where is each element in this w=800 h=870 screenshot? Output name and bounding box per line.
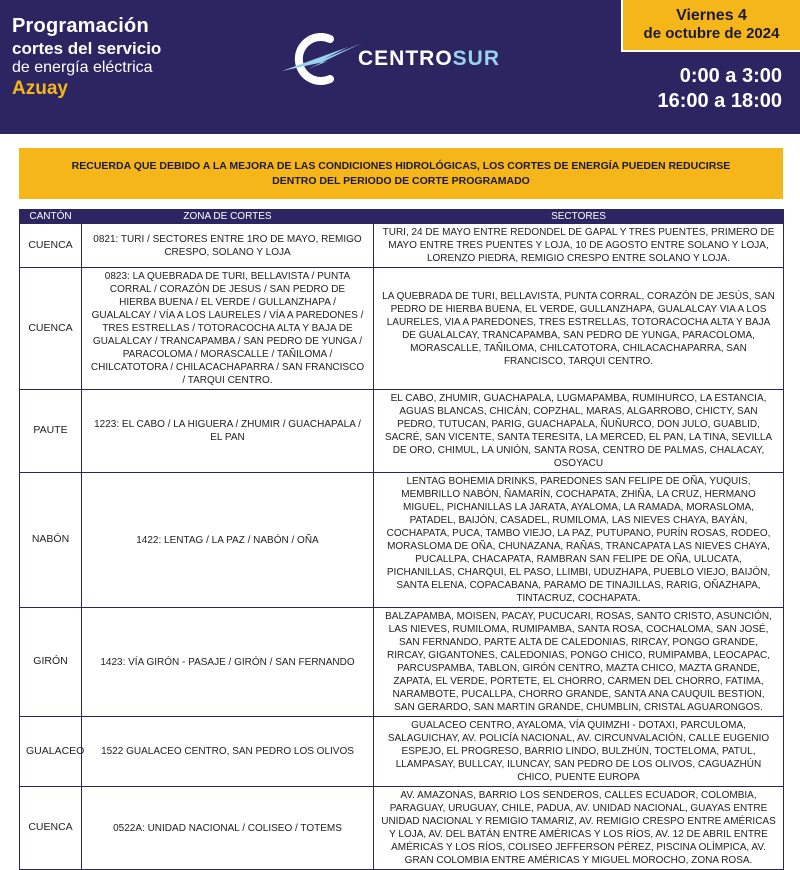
header-band [0,0,800,134]
lightning-c-icon [278,33,368,85]
table-row [20,473,784,608]
date-box [621,0,800,52]
table-row [20,717,784,787]
time-slots [657,64,782,114]
column-header-canton: CANTÓN [20,210,82,224]
column-header-zona: ZONA DE CORTES [82,210,374,224]
zona-cell: 0522A: UNIDAD NACIONAL / COLISEO / TOTEMS [82,787,374,870]
table-header-row [20,210,784,224]
table-row [20,608,784,717]
notice-text: RECUERDA QUE DEBIDO A LA MEJORA DE LAS CONDICIONES HIDROLÓGICAS, LOS CORTES DE ENERGÍA PUEDEN REDUCIRSE DENTRO DEL PERIODO DE CORTE PROGRAMADO [71,160,731,187]
sectores-cell: GUALACEO CENTRO, AYALOMA, VÍA QUIMZHI - DOTAXI, PARCULOMA, SALAGUICHAY, AV. POLICÍA NACIONAL, AV. CIRCUNVALACIÓN, CALLE EUGENIO ESPEJO, EL PROGRESO, BARRIO LINDO, BULZHÚN, TOCTELOMA, PATUL, LLAMPASAY, BULLCAY, ILUNCAY, SAN PEDRO DE LOS OLIVOS, CAGUAZHÚN CHICO, PUENTE EUROPA [374,717,784,787]
zona-cell: 1423: VÍA GIRÓN - PASAJE / GIRÓN / SAN FERNANDO [82,608,374,717]
outage-table-container [19,209,783,870]
canton-cell: NABÓN [20,473,82,608]
zona-cell: 1223: EL CABO / LA HIGUERA / ZHUMIR / GUACHAPALA / EL PAN [82,390,374,473]
zona-cell: 0823: LA QUEBRADA DE TURI, BELLAVISTA / PUNTA CORRAL / CORAZÓN DE JESUS / SAN PEDRO DE HIERBA BUENA / EL VERDE / GULLANZHAPA / GUALALCAY / VÍA A LOS LAURELES / VÍA A PAREDONES / TRES ESTRELLAS / TOTORACOCHA ALTA Y BAJA DE GUALALCAY / TRANCAPAMBA / SAN PEDRO DE YUNGA / PARACOLOMA / MORASCALLE / TAÑILOMA / CHILCATOTORA / CHILACACHAPARRA / SAN FRANCISCO / TARQUI CENTRO. [82,268,374,390]
column-header-sectores: SECTORES [374,210,784,224]
sectores-cell: AV. AMAZONAS, BARRIO LOS SENDEROS, CALLES ECUADOR, COLOMBIA, PARAGUAY, URUGUAY, CHILE, PADUA, AV. UNIDAD NACIONAL, GUAYAS ENTRE UNIDAD NACIONAL Y REMIGIO TAMARIZ, AV. REMIGIO CRESPO ENTRE AMÉRICAS Y LOJA, AV. DEL BATÁN ENTRE AMÉRICAS Y LOS RÍOS, AV. 12 DE ABRIL ENTRE AMÉRICAS Y LOS RÍOS, COLISEO JEFFERSON PÉREZ, PISCINA OLÍMPICA, AV. GRAN COLOMBIA ENTRE AMÉRICAS Y MIGUEL MOROCHO, ZONA ROSA. [374,787,784,870]
time-slot-1: 0:00 a 3:00 [679,65,782,87]
canton-cell: PAUTE [20,390,82,473]
time-slot-2: 16:00 a 18:00 [657,90,782,112]
date-weekday: Viernes 4 [676,7,747,24]
title-line-2: cortes del servicio [12,39,162,58]
table-row [20,224,784,268]
logo-text-accent: SUR [452,47,501,70]
canton-cell: CUENCA [20,268,82,390]
table-row [20,390,784,473]
header-title-block [12,16,161,98]
centrosur-logo [278,33,518,83]
canton-cell: GIRÓN [20,608,82,717]
province-name: Azuay [12,78,68,99]
sectores-cell: TURI, 24 DE MAYO ENTRE REDONDEL DE GAPAL Y TRES PUENTES, PRIMERO DE MAYO ENTRE TRES PUENTES Y LOJA, 10 DE AGOSTO ENTRE SOLANO Y LOJA, LORENZO PIEDRA, REMIGIO CRESPO ENTRE SOLANO Y LOJA. [374,224,784,268]
canton-cell: CUENCA [20,787,82,870]
sectores-cell: EL CABO, ZHUMIR, GUACHAPALA, LUGMAPAMBA, RUMIHURCO, LA ESTANCIA, AGUAS BLANCAS, CHICÁN, COPZHAL, MARAS, ALGARROBO, CHICTY, SAN PEDRO, TUTUCAN, PARIG, GUACHAPALA, ÑUÑURCO, DON JULO, GUABLID, SACRÉ, SAN VICENTE, SANTA TERESITA, LA MERCED, EL PAN, LA TINA, SEVILLA DE ORO, CHIMUL, LA UNIÓN, SANTA ROSA, CENTRO DE PALMAS, CHALACAY, OSOYACU [374,390,784,473]
date-month-year: de octubre de 2024 [643,25,780,43]
zona-cell: 1522 GUALACEO CENTRO, SAN PEDRO LOS OLIVOS [82,717,374,787]
sectores-cell: BALZAPAMBA, MOISEN, PACAY, PUCUCARI, ROSAS, SANTO CRISTO, ASUNCIÓN, LAS NIEVES, RUMILOMA, RUMIPAMBA, SANTA ROSA, COCHALOMA, SAN JOSÉ, SAN FERNANDO, PARTE ALTA DE CALEDONIAS, RIRCAY, PONGO GRANDE, RIRCAY, GIGANTONES, CALEDONIAS, PONGO CHICO, RUMIPAMBA, LEOCAPAC, PARCUSPAMBA, TABLON, GIRÓN CENTRO, MAZTA CHICO, MAZTA GRANDE, ZAPATA, EL VERDE, PORTETE, EL CHORRO, CARMEN DEL CHORRO, FATIMA, NARAMBOTE, PUCALLPA, CHORRO GRANDE, SANTA ANA CAUQUIL BESTION, SAN GERARDO, SAN MARTIN GRANDE, CHUMBLIN, CRISTAL AGUARONGOS. [374,608,784,717]
logo-wordmark [358,47,500,71]
notice-banner [19,148,783,199]
table-row [20,787,784,870]
sectores-cell: LENTAG BOHEMIA DRINKS, PAREDONES SAN FELIPE DE OÑA, YUQUIS, MEMBRILLO NABÓN, ÑAMARÍN, COCHAPATA, ZHIÑA, LA CRUZ, HERMANO MIGUEL, PICHANILLAS LA JARATA, AYALOMA, LA RAMADA, MORASLOMA, PATADEL, BAIJÓN, CASADEL, RUMILOMA, LAS NIEVES CHAYA, BAYÁN, COCHAPATA, PUCA, TAMBO VIEJO, LA PAZ, PUTUPANO, PURÍN ROSAS, RODEO, MORASLOMA DE OÑA, CHUNAZANA, RAÑAS, TRANCAPATA LAS NIEVES CHAYA, PUCALLPA, CHACAPATA, RAMBRAN SAN FELIPE DE OÑA, ULUCATA, PICHANILLAS, CHARQUI, EL PASO, LLIMBI, UDUZHAPA, PUEBLO VIEJO, BAIJÓN, SANTA ELENA, COPACABANA, PARAMO DE TINAJILLAS, RARIG, OÑAZHAPA, TINTACRUZ, COCHAPATA. [374,473,784,608]
logo-text-main: CENTRO [358,47,453,70]
canton-cell: GUALACEO [20,717,82,787]
title-line-1: Programación [12,15,149,37]
canton-cell: CUENCA [20,224,82,268]
outage-table [19,209,784,870]
zona-cell: 1422: LENTAG / LA PAZ / NABÓN / OÑA [82,473,374,608]
zona-cell: 0821: TURI / SECTORES ENTRE 1RO DE MAYO, REMIGO CRESPO, SOLANO Y LOJA [82,224,374,268]
title-line-3: de energía eléctrica [12,59,153,76]
table-row [20,268,784,390]
sectores-cell: LA QUEBRADA DE TURI, BELLAVISTA, PUNTA CORRAL, CORAZÓN DE JESÚS, SAN PEDRO DE HIERBA BUENA, EL VERDE, GULLANZHAPA, GUALALCAY VIA A LOS LAURELES, VIA A PAREDONES, TRES ESTRELLAS, TOTORACOCHA ALTA Y BAJA DE GUALALCAY, TRANCAPAMBA, SAN PEDRO DE YUNGA, PARACOLOMA, MORASCALLE, TAÑILOMA, CHILCATOTORA, CHILACACHAPARRA, SAN FRANCISCO, TARQUI CENTRO. [374,268,784,390]
